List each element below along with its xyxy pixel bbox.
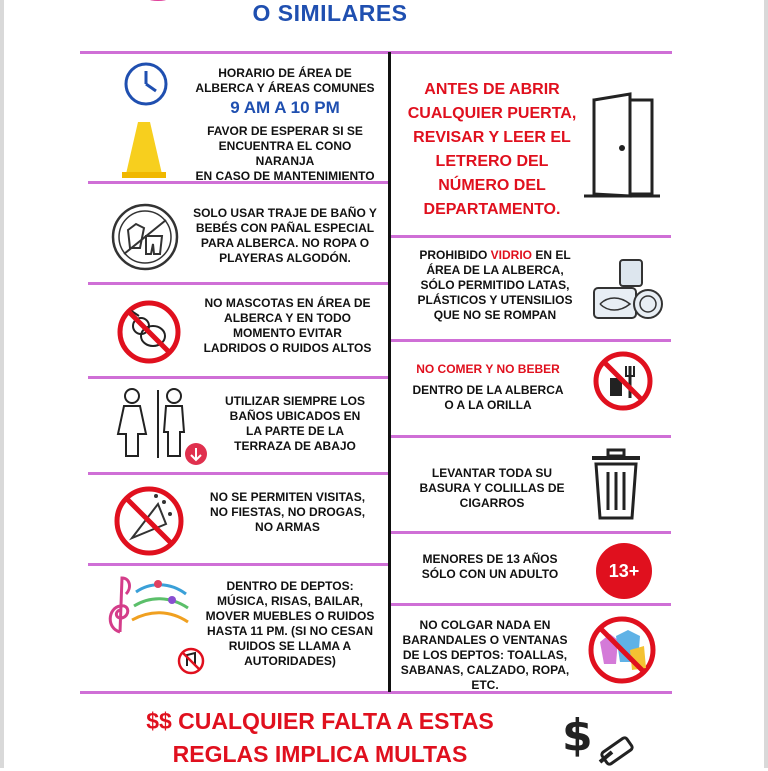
rule-line: PLÁSTICOS Y UTENSILIOS — [417, 293, 573, 307]
rule-line: SABANAS, CALZADO, ROPA, — [400, 663, 570, 677]
door-icon — [580, 92, 662, 202]
no-cotton-clothes-icon — [110, 202, 180, 272]
divider-bottom — [80, 691, 672, 694]
divider-left-2 — [88, 282, 390, 285]
no-eating-highlight: NO COMER Y NO BEBER — [416, 362, 560, 376]
rule-line: BEBÉS CON PAÑAL ESPECIAL — [195, 221, 375, 235]
schedule-line-1: HORARIO DE ÁREA DE — [218, 66, 352, 80]
rule-line: PARA ALBERCA. NO ROPA O — [200, 236, 370, 250]
parties-rule — [195, 490, 380, 535]
noise-rule — [200, 579, 380, 669]
restroom-icon — [112, 386, 212, 468]
rule-line: BAÑOS UBICADOS EN — [229, 409, 361, 423]
glass-rule — [402, 248, 588, 323]
divider-left-5 — [88, 563, 390, 566]
divider-right-2 — [391, 339, 671, 342]
traffic-cone-icon — [120, 120, 168, 180]
warning-line: CUALQUIER PUERTA, — [407, 105, 577, 122]
cans-icon — [590, 256, 666, 326]
rule-text: EN EL — [532, 248, 571, 262]
trash-can-icon — [588, 448, 644, 522]
rule-line: DENTRO DE LA ALBERCA — [412, 383, 564, 397]
warning-line: DEPARTAMENTO. — [423, 201, 561, 218]
maintenance-note-line: FAVOR DE ESPERAR SI SE — [207, 124, 363, 138]
trash-rule — [410, 466, 574, 511]
svg-text:$: $ — [562, 710, 593, 761]
music-notes-icon — [100, 572, 192, 642]
rule-line: MOVER MUEBLES O RUIDOS — [205, 609, 375, 623]
divider-left-3 — [88, 376, 390, 379]
pets-rule — [190, 296, 385, 356]
maintenance-note-line: EN CASO DE MANTENIMIENTO — [195, 169, 375, 183]
rule-line: UTILIZAR SIEMPRE LOS — [224, 394, 365, 408]
swimsuit-rule — [185, 206, 385, 266]
rule-line: DENTRO DE DEPTOS: — [226, 579, 354, 593]
rule-line: NO SE PERMITEN VISITAS, — [209, 490, 366, 504]
rule-line: MOMENTO EVITAR — [233, 326, 342, 340]
rule-line: LADRIDOS O RUIDOS ALTOS — [203, 341, 372, 355]
maintenance-note-line: ENCUENTRA EL CONO NARANJA — [218, 139, 352, 168]
warning-line: REVISAR Y LEER EL — [413, 129, 571, 146]
rule-line: MÚSICA, RISAS, BAILAR, — [216, 594, 363, 608]
logo-icon — [98, 0, 218, 10]
no-hanging-clothes-icon — [586, 614, 658, 686]
schedule-block — [190, 66, 380, 184]
rule-line: MENORES DE 13 AÑOS — [422, 552, 558, 566]
no-parties-icon — [112, 484, 186, 558]
divider-right-1 — [391, 235, 671, 238]
divider-top — [80, 51, 672, 54]
rule-line: SÓLO PERMITIDO LATAS, — [420, 278, 570, 292]
rule-line: LEVANTAR TODA SU — [431, 466, 553, 480]
age-badge: 13+ — [596, 543, 652, 599]
fines-warning — [110, 705, 530, 771]
rule-line: SOLO USAR TRAJE DE BAÑO Y — [193, 206, 377, 220]
no-eating-rule — [400, 362, 576, 413]
glass-highlight: VIDRIO — [490, 248, 532, 262]
rule-text: PROHIBIDO — [419, 248, 491, 262]
rule-line: DE LOS DEPTOS: TOALLAS, — [402, 648, 568, 662]
divider-right-4 — [391, 531, 671, 534]
door-warning — [398, 78, 586, 222]
rule-line: O A LA ORILLA — [444, 398, 532, 412]
dollar-gavel-icon — [558, 700, 638, 768]
rule-line: ÁREA DE LA ALBERCA, — [426, 263, 564, 277]
rule-line: BASURA Y COLILLAS DE — [419, 481, 565, 495]
divider-right-5 — [391, 603, 671, 606]
divider-right-3 — [391, 435, 671, 438]
rule-line: QUE NO SE ROMPAN — [433, 308, 557, 322]
rule-line: ALBERCA Y EN TODO — [224, 311, 351, 325]
minors-rule — [408, 552, 572, 582]
rule-line: TERRAZA DE ABAJO — [234, 439, 356, 453]
page-title: O SIMILARES — [252, 0, 408, 26]
schedule-line-2: ALBERCA Y ÁREAS COMUNES — [195, 81, 375, 95]
divider-left-4 — [88, 472, 390, 475]
warning-line: NÚMERO DEL — [438, 177, 546, 194]
rule-line: NO COLGAR NADA EN — [419, 618, 551, 632]
rule-line: AUTORIDADES) — [244, 654, 336, 668]
warning-line: LETRERO DEL — [435, 153, 549, 170]
rule-line: ETC. — [471, 678, 499, 692]
rule-line: SÓLO CON UN ADULTO — [421, 567, 559, 581]
column-divider — [388, 52, 391, 692]
rule-line: CIGARROS — [459, 496, 525, 510]
clock-icon — [122, 60, 170, 108]
no-pets-icon — [115, 298, 183, 366]
rule-line: RUIDOS SE LLAMA A — [228, 639, 352, 653]
restroom-rule — [210, 394, 380, 454]
rule-line: NO MASCOTAS EN ÁREA DE — [204, 296, 371, 310]
rule-line: NO FIESTAS, NO DROGAS, — [209, 505, 366, 519]
hanging-rule — [396, 618, 574, 693]
no-food-drink-icon — [592, 350, 654, 412]
rule-line: LA PARTE DE LA — [246, 424, 344, 438]
warning-line: ANTES DE ABRIR — [424, 81, 560, 98]
rule-line: NO ARMAS — [255, 520, 320, 534]
rule-line: BARANDALES O VENTANAS — [402, 633, 568, 647]
fines-line-1: $$ CUALQUIER FALTA A ESTAS — [146, 708, 494, 734]
fines-line-2: REGLAS IMPLICA MULTAS — [172, 741, 468, 767]
schedule-hours: 9 AM A 10 PM — [230, 98, 340, 117]
rule-line: HASTA 11 PM. (SI NO CESAN — [206, 624, 374, 638]
rule-line: PLAYERAS ALGODÓN. — [219, 251, 351, 265]
